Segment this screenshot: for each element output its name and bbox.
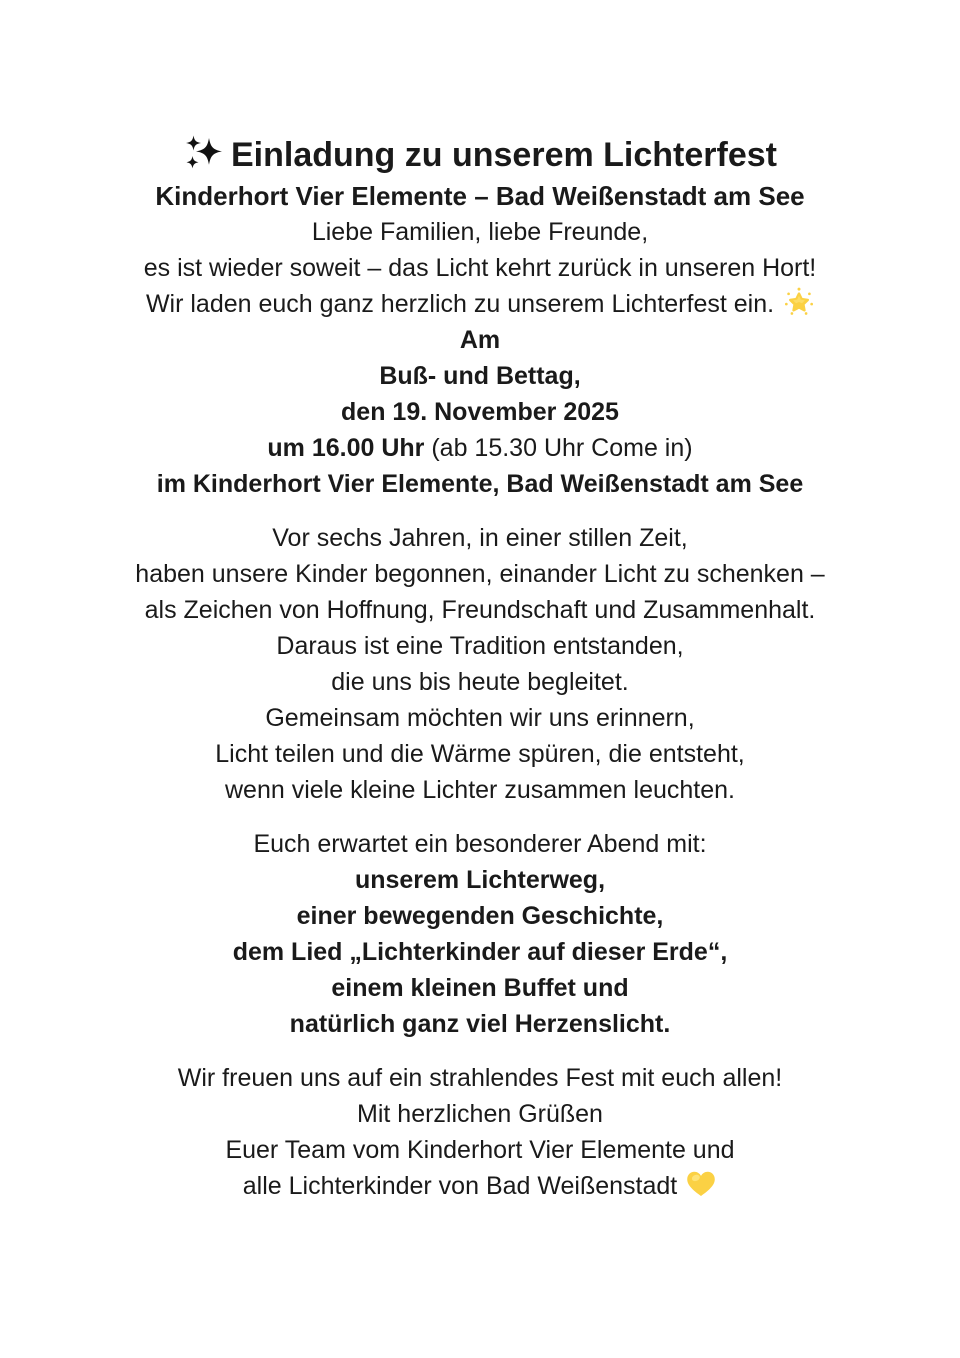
closing-paragraph bbox=[0, 1060, 960, 1204]
yellow-heart-icon bbox=[677, 1168, 717, 1204]
program-paragraph bbox=[0, 826, 960, 1042]
event-day: Buß- und Bettag, bbox=[379, 362, 581, 390]
program-item: unserem Lichterweg, bbox=[354, 866, 606, 894]
glowing-star-icon bbox=[774, 286, 814, 322]
invite-line bbox=[0, 286, 960, 322]
page-title bbox=[0, 132, 960, 178]
intro-line: es ist wieder soweit – das Licht kehrt zurück in unseren Hort! bbox=[143, 254, 817, 282]
event-location: im Kinderhort Vier Elemente, Bad Weißenstadt am See bbox=[156, 470, 804, 498]
program-item: einer bewegenden Geschichte, bbox=[296, 902, 664, 930]
event-date: den 19. November 2025 bbox=[341, 398, 619, 426]
story-line: Vor sechs Jahren, in einer stillen Zeit, bbox=[272, 524, 688, 552]
subtitle: Kinderhort Vier Elemente – Bad Weißenstadt am See bbox=[155, 181, 805, 211]
closing-line: Mit herzlichen Grüßen bbox=[357, 1100, 603, 1128]
story-line: Daraus ist eine Tradition entstanden, bbox=[276, 632, 684, 660]
program-intro: Euch erwartet ein besonderer Abend mit: bbox=[253, 830, 707, 858]
program-item: dem Lied „Lichterkinder auf dieser Erde“, bbox=[232, 938, 728, 966]
story-paragraph bbox=[0, 520, 960, 808]
closing-signature-text: alle Lichterkinder von Bad Weißenstadt bbox=[242, 1172, 678, 1200]
event-intro: Am bbox=[459, 326, 501, 354]
title-text: Einladung zu unserem Lichterfest bbox=[231, 136, 777, 174]
program-item: natürlich ganz viel Herzenslicht. bbox=[289, 1010, 671, 1038]
sparkles-icon bbox=[183, 132, 231, 178]
story-line: haben unsere Kinder begonnen, einander Licht zu schenken – bbox=[135, 560, 825, 588]
invite-text: Wir laden euch ganz herzlich zu unserem Lichterfest ein. bbox=[145, 290, 775, 318]
story-line: als Zeichen von Hoffnung, Freundschaft und Zusammenhalt. bbox=[144, 596, 816, 624]
program-item: einem kleinen Buffet und bbox=[331, 974, 629, 1002]
greeting-line: Liebe Familien, liebe Freunde, bbox=[311, 218, 649, 246]
story-line: die uns bis heute begleitet. bbox=[331, 668, 629, 696]
story-line: Gemeinsam möchten wir uns erinnern, bbox=[265, 704, 695, 732]
story-line: Licht teilen und die Wärme spüren, die entsteht, bbox=[215, 740, 745, 768]
story-line: wenn viele kleine Lichter zusammen leuchten. bbox=[225, 776, 735, 804]
event-time bbox=[0, 430, 960, 466]
event-time-main: um 16.00 Uhr bbox=[267, 434, 425, 462]
event-time-note: (ab 15.30 Uhr Come in) bbox=[424, 434, 693, 462]
closing-signature bbox=[0, 1168, 960, 1204]
closing-line: Euer Team vom Kinderhort Vier Elemente und bbox=[225, 1136, 735, 1164]
closing-line: Wir freuen uns auf ein strahlendes Fest mit euch allen! bbox=[177, 1064, 783, 1092]
